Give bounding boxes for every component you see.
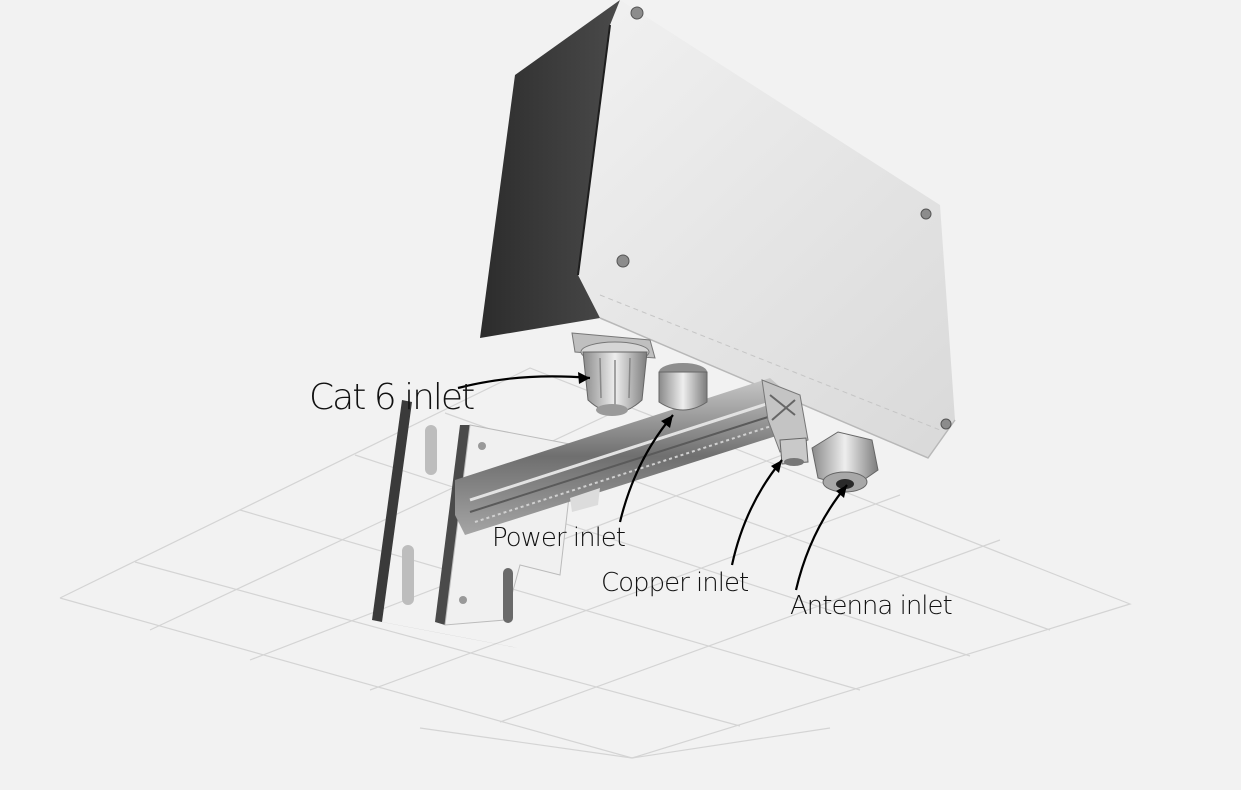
copper-inlet-label: Copper inlet xyxy=(601,568,749,598)
screw-hole xyxy=(631,7,643,19)
floor-grid xyxy=(60,368,1130,758)
cat6-inlet-label: Cat 6 inlet xyxy=(309,377,474,418)
power-inlet-label: Power inlet xyxy=(492,523,625,553)
screw-hole xyxy=(617,255,629,267)
antenna-inlet-label: Antenna inlet xyxy=(790,591,952,621)
enclosure-box xyxy=(480,0,955,458)
leader-cat6 xyxy=(458,376,590,388)
screw-hole xyxy=(921,209,931,219)
cat6-gland xyxy=(572,333,655,416)
screw-hole xyxy=(941,419,951,429)
leader-copper xyxy=(732,460,782,565)
power-gland xyxy=(659,363,707,410)
copper-gland xyxy=(780,438,808,466)
leader-antenna xyxy=(796,485,847,590)
